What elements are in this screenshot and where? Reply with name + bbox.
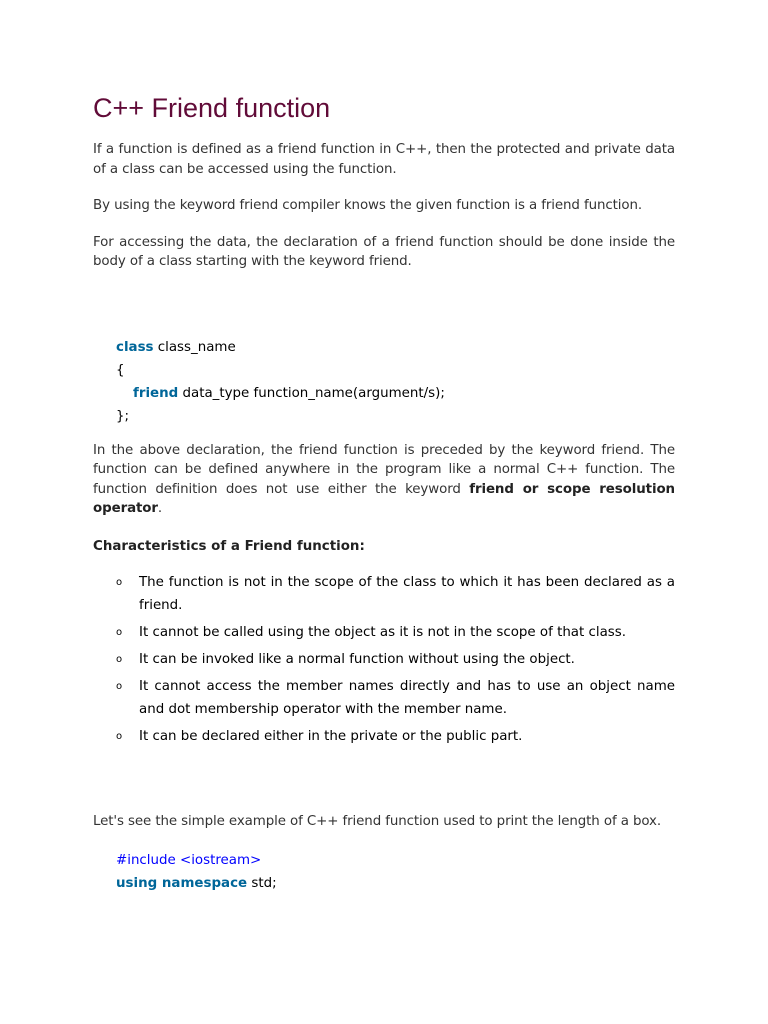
example-intro-paragraph: Let's see the simple example of C++ friend function used to print the length of a box. (93, 814, 662, 829)
code-text: data_type function_name(argument/s); (178, 385, 445, 401)
access-paragraph: For accessing the data, the declaration of a friend function should be done inside the body of a class starting with the keyword friend. (93, 234, 675, 269)
explanation-text: In the above declaration, the friend function is preceded by the keyword friend. The function can be defined anywhere in the program like a normal C++ function. The function definition does not use either the keyword (93, 442, 675, 497)
list-item-text: It cannot access the member names directly and has to use an object name and dot membership operator with the member name. (139, 679, 675, 717)
characteristics-list (93, 571, 675, 748)
code-line-include: #include <iostream> (116, 852, 262, 868)
code-line (116, 382, 675, 405)
bullet-icon: o (116, 681, 123, 692)
explanation-end: . (157, 501, 163, 516)
bullet-icon: o (116, 577, 123, 588)
code-line-using (116, 872, 675, 895)
page-title: C++ Friend function (93, 93, 331, 123)
bullet-icon: o (116, 731, 123, 742)
code-keyword: friend (133, 385, 179, 401)
explanation-bold: friend or scope resolution operator (93, 481, 675, 516)
bullet-icon: o (116, 627, 123, 638)
list-item-text: It cannot be called using the object as it is not in the scope of that class. (139, 625, 627, 640)
code-text: std; (247, 875, 277, 891)
list-item-text: The function is not in the scope of the class to which it has been declared as a friend. (139, 575, 675, 613)
code-line: { (116, 362, 125, 378)
characteristics-heading: Characteristics of a Friend function: (93, 538, 365, 554)
code-keyword: class (116, 339, 154, 355)
article (93, 92, 675, 895)
list-item-text: It can be declared either in the private or the public part. (139, 729, 523, 744)
code-line: }; (116, 408, 130, 424)
bullet-icon: o (116, 654, 123, 665)
list-item (93, 621, 675, 644)
example-code-block (116, 849, 675, 895)
code-text: class_name (153, 339, 236, 355)
explanation-paragraph (93, 441, 675, 519)
declaration-code-block (116, 336, 675, 428)
list-item (93, 571, 675, 617)
list-item (93, 675, 675, 721)
list-item (93, 725, 675, 748)
list-item (93, 648, 675, 671)
intro-paragraph: If a function is defined as a friend function in C++, then the protected and private data of a class can be accessed using the function. (93, 142, 675, 177)
keyword-paragraph: By using the keyword friend compiler knows the given function is a friend function. (93, 198, 643, 213)
code-keyword: using namespace (116, 875, 248, 891)
list-item-text: It can be invoked like a normal function without using the object. (139, 652, 575, 667)
code-indent (116, 386, 133, 401)
code-line (116, 336, 675, 359)
